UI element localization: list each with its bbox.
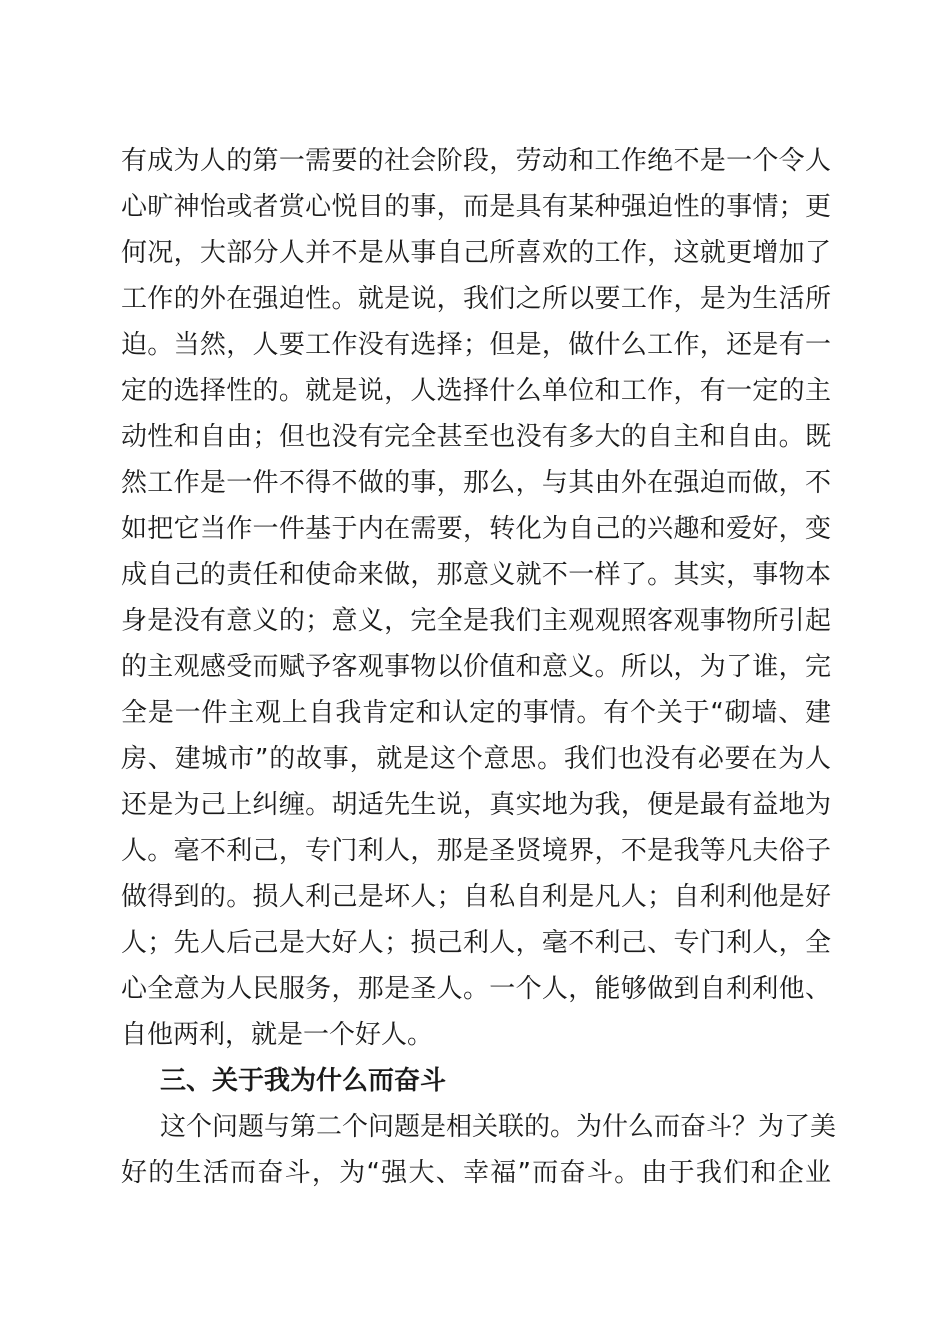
paragraph-line: 有成为人的第一需要的社会阶段，劳动和工作绝不是一个令人 xyxy=(121,146,831,176)
paragraph-line: 自他两利，就是一个好人。 xyxy=(121,1020,434,1050)
paragraph-line: 定的选择性的。就是说，人选择什么单位和工作，有一定的主 xyxy=(121,376,831,406)
paragraph-line: 人；先人后己是大好人；损己利人，毫不利己、专门利人，全 xyxy=(121,928,831,958)
paragraph-line: 心旷神怡或者赏心悦目的事，而是具有某种强迫性的事情；更 xyxy=(121,192,831,222)
paragraph-line: 这个问题与第二个问题是相关联的。为什么而奋斗？为了美 xyxy=(160,1112,837,1142)
paragraph-line: 做得到的。损人利己是坏人；自私自利是凡人；自利利他是好 xyxy=(121,882,831,912)
paragraph-line: 成自己的责任和使命来做，那意义就不一样了。其实，事物本 xyxy=(121,560,831,590)
paragraph-line: 何况，大部分人并不是从事自己所喜欢的工作，这就更增加了 xyxy=(121,238,831,268)
paragraph-line: 迫。当然，人要工作没有选择；但是，做什么工作，还是有一 xyxy=(121,330,831,360)
paragraph-line: 好的生活而奋斗，为“强大、幸福”而奋斗。由于我们和企业 xyxy=(121,1158,831,1188)
paragraph-line: 房、建城市”的故事，就是这个意思。我们也没有必要在为人 xyxy=(121,744,831,774)
paragraph-line: 然工作是一件不得不做的事，那么，与其由外在强迫而做，不 xyxy=(121,468,831,498)
paragraph-line: 工作的外在强迫性。就是说，我们之所以要工作，是为生活所 xyxy=(121,284,831,314)
paragraph-line: 动性和自由；但也没有完全甚至也没有多大的自主和自由。既 xyxy=(121,422,831,452)
paragraph-line: 人。毫不利己，专门利人，那是圣贤境界，不是我等凡夫俗子 xyxy=(121,836,831,866)
paragraph-line: 还是为己上纠缠。胡适先生说，真实地为我，便是最有益地为 xyxy=(121,790,831,820)
paragraph-line: 全是一件主观上自我肯定和认定的事情。有个关于“砌墙、建 xyxy=(121,698,831,728)
section-heading: 三、关于我为什么而奋斗 xyxy=(160,1066,447,1096)
paragraph-line: 心全意为人民服务，那是圣人。一个人，能够做到自利利他、 xyxy=(121,974,831,1004)
paragraph-line: 如把它当作一件基于内在需要，转化为自己的兴趣和爱好，变 xyxy=(121,514,831,544)
paragraph-line: 的主观感受而赋予客观事物以价值和意义。所以，为了谁，完 xyxy=(121,652,831,682)
paragraph-line: 身是没有意义的；意义，完全是我们主观观照客观事物所引起 xyxy=(121,606,831,636)
